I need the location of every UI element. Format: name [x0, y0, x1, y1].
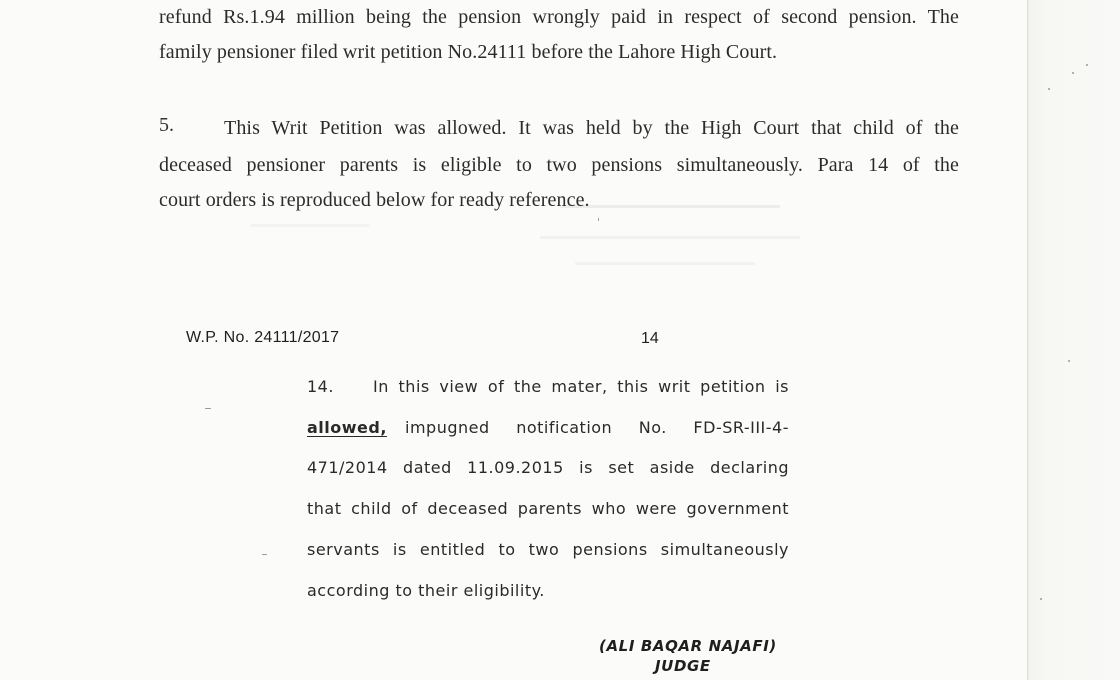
- scan-speck: [205, 408, 211, 409]
- body-text-line: refund Rs.1.94 million being the pension wrongly paid in respect of second pension. The: [159, 6, 959, 28]
- body-text-line: deceased pensioner parents is eligible to two pensions simultaneously. Para 14 of the: [159, 154, 959, 176]
- allowed-word: allowed,: [307, 418, 387, 437]
- excerpt-line: [307, 377, 789, 396]
- scan-speck: [262, 554, 267, 555]
- body-text-line: family pensioner filed writ petition No.24111 before the Lahore High Court.: [159, 41, 778, 63]
- body-text-line: court orders is reproduced below for ready reference.: [159, 189, 590, 211]
- scan-speck: [598, 218, 599, 221]
- bleed-through-mark: [250, 224, 370, 227]
- bleed-through-mark: [575, 262, 755, 265]
- excerpt-line: 471/2014 dated 11.09.2015 is set aside declaring: [307, 458, 789, 477]
- excerpt-page-number: 14: [641, 330, 659, 347]
- excerpt-text: impugned notification No. FD-SR-III-4-: [405, 418, 789, 437]
- excerpt-para-number: 14.: [307, 377, 334, 396]
- excerpt-line: that child of deceased parents who were government: [307, 499, 789, 518]
- bleed-through-mark: [540, 236, 800, 239]
- paragraph-number: 5.: [159, 114, 174, 136]
- signatory-name: (ALI BAQAR NAJAFI): [599, 637, 777, 655]
- excerpt-line: servants is entitled to two pensions simultaneously: [307, 540, 789, 559]
- page-edge-line: [1027, 0, 1028, 680]
- page-scan-edge: [1028, 0, 1120, 680]
- excerpt-line: according to their eligibility.: [307, 581, 545, 600]
- scan-speck: [1072, 72, 1074, 74]
- scan-speck: [1040, 598, 1042, 600]
- scan-speck: [1048, 88, 1050, 90]
- body-text-line: This Writ Petition was allowed. It was held by the High Court that child of the: [224, 117, 959, 139]
- scan-speck: [1068, 360, 1070, 362]
- case-reference: W.P. No. 24111/2017: [186, 329, 340, 346]
- excerpt-text: In this view of the mater, this writ petition is: [373, 377, 789, 396]
- bleed-through-mark: [560, 205, 780, 208]
- signatory-title: JUDGE: [655, 657, 711, 675]
- scan-speck: [1086, 64, 1088, 66]
- excerpt-line: [307, 418, 789, 437]
